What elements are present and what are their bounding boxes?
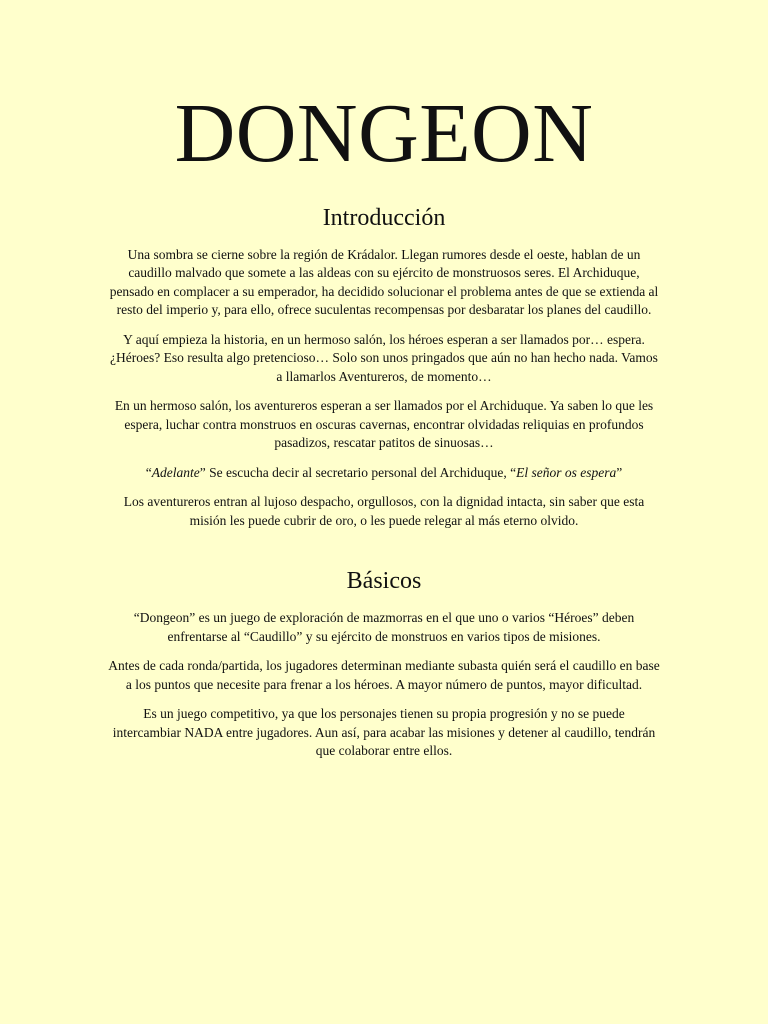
intro-section <box>108 204 660 530</box>
intro-paragraph-2: Y aquí empieza la historia, en un hermoso salón, los héroes esperan a ser llamados por… espera. ¿Héroes? Eso resulta algo pretencioso… Solo son unos pringados que aún no han hecho nada. Vamos a llamarlos Aventureros, de momento… <box>110 331 658 384</box>
quote-senor-espera: El señor os espera <box>516 464 617 480</box>
narration-text: Se escucha decir al secretario personal del Archiduque, “ <box>205 464 517 480</box>
intro-paragraph-3: En un hermoso salón, los aventureros esperan a ser llamados por el Archiduque. Ya saben lo que les espera, luchar contra monstruos en oscuras cavernas, encontrar olvidadas reliquias en profundos pasadizos, rescatar patitos de sinuosas… <box>114 398 654 451</box>
quote-adelante: Adelante <box>151 464 200 480</box>
intro-paragraph-5: Los aventureros entran al lujoso despacho, orgullosos, con la dignidad intacta, sin saber que esta misión les puede cubrir de oro, o les puede relegar al más eterno olvido. <box>123 494 645 528</box>
intro-heading: Introducción <box>322 205 446 231</box>
intro-paragraph-4 <box>108 464 660 483</box>
open-quote: “ <box>145 464 152 480</box>
close-quote: ” <box>616 464 623 480</box>
document-title: DONGEON <box>174 87 594 180</box>
basics-heading: Básicos <box>346 568 422 595</box>
basics-paragraph-3: Es un juego competitivo, ya que los personajes tienen su propia progresión y no se puede intercambiar NADA entre jugadores. Aun así, para acabar las misiones y detener al caudillo, tendrán que colaborar entre ellos. <box>112 706 656 759</box>
close-quote: ” <box>199 464 206 480</box>
basics-paragraph-2: Antes de cada ronda/partida, los jugadores determinan mediante subasta quién será el caudillo en base a los puntos que necesite para frenar a los héroes. A mayor número de puntos, mayor dificultad. <box>108 658 660 692</box>
basics-paragraph-1: “Dongeon” es un juego de exploración de mazmorras en el que uno o varios “Héroes” deben enfrentarse al “Caudillo” y su ejército de monstruos en varios tipos de misiones. <box>133 610 635 644</box>
intro-paragraph-1: Una sombra se cierne sobre la región de Krádalor. Llegan rumores desde el oeste, hablan de un caudillo malvado que somete a las aldeas con su ejército de monstruosos seres. El Archiduque, pensado en complacer a su emperador, ha decidido solucionar el problema antes de que se extienda al resto del imperio y, para ello, ofrece suculentas recompensas por desbaratar los planes del caudillo. <box>109 246 659 318</box>
basics-section <box>108 567 660 760</box>
